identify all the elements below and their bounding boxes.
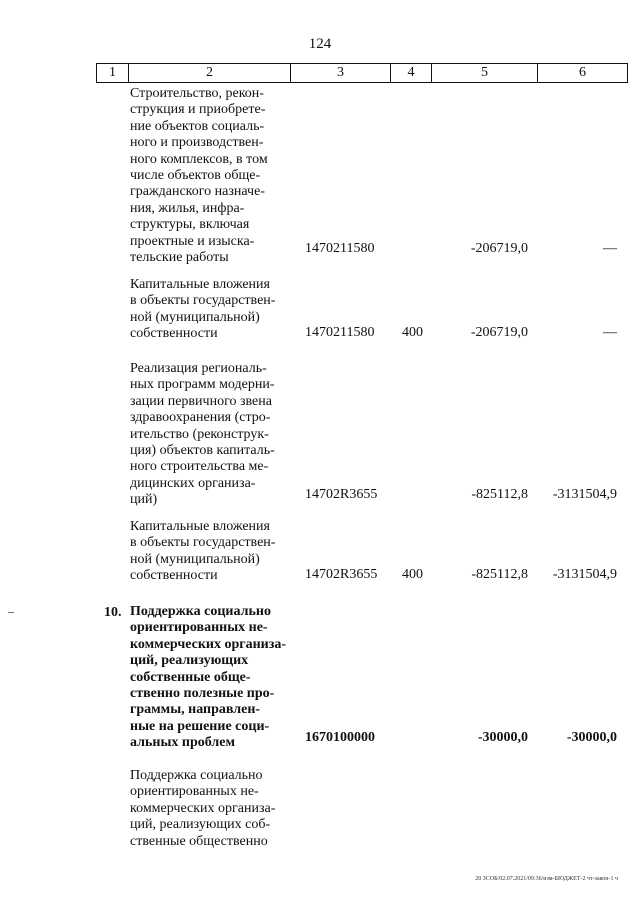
row-value-col5: -825112,8	[471, 487, 528, 502]
row-name: Строительство, рекон- струкция и приобрете- ние объектов социаль- ного и производствен- ного комплексов, в том числе объектов обще- гражданского назначе- ния, жилья, инфра- структуры, включая проектные и изыска- тельские работы	[130, 86, 268, 266]
row-value-col5: -206719,0	[470, 325, 528, 340]
header-col-6: 6	[579, 65, 586, 80]
header-col-3: 3	[291, 64, 391, 82]
row-type: 400	[402, 567, 423, 582]
row-value-col6: —	[603, 241, 617, 256]
section-number: 10.	[104, 605, 122, 620]
row-code: 14702R3655	[305, 567, 378, 582]
header-col-5: 5	[432, 64, 538, 82]
header-col-4: 4	[391, 64, 432, 82]
footer-stamp: 20 ЗСОБ/02.07.2021/09:36/изм-БЮДЖЕТ-2 чт-закон-1 ч	[475, 876, 618, 882]
row-code: 1470211580	[305, 325, 375, 340]
row-code: 1470211580	[305, 241, 375, 256]
row-type: 400	[402, 325, 423, 340]
row-value-col5: -825112,8	[471, 567, 528, 582]
header-col-1: 1	[97, 64, 129, 82]
header-col-2: 2	[129, 64, 291, 82]
row-name: Капитальные вложения в объекты государствен- ной (муниципальной) собственности	[130, 277, 276, 342]
page-number: 124	[308, 36, 332, 52]
row-value-col5: -30000,0	[477, 730, 528, 745]
row-name: Капитальные вложения в объекты государствен- ной (муниципальной) собственности	[130, 519, 276, 584]
row-value-col6: —	[603, 325, 617, 340]
row-value-col6: -30000,0	[566, 730, 617, 745]
row-value-col6: -3131504,9	[552, 487, 617, 502]
margin-mark	[8, 612, 14, 613]
row-value-col6: -3131504,9	[552, 567, 617, 582]
row-name: Поддержка социально ориентированных не- коммерческих организа- ций, реализующих собственные обще- ственно полезные про- граммы, направлен- ные на решение соци- альных проблем	[130, 604, 287, 751]
row-code: 1670100000	[305, 730, 375, 745]
row-code: 14702R3655	[305, 487, 378, 502]
row-name: Поддержка социально ориентированных не- коммерческих организа- ций, реализующих соб- ственные общественно	[130, 768, 276, 849]
table-header	[96, 63, 628, 83]
row-value-col5: -206719,0	[470, 241, 528, 256]
row-name: Реализация региональ- ных программ модерни- зации первичного звена здравоохранения (стро- ительство (реконструк- ция) объектов капиталь- ного строительства ме- дицинских организа- ций)	[130, 361, 275, 508]
